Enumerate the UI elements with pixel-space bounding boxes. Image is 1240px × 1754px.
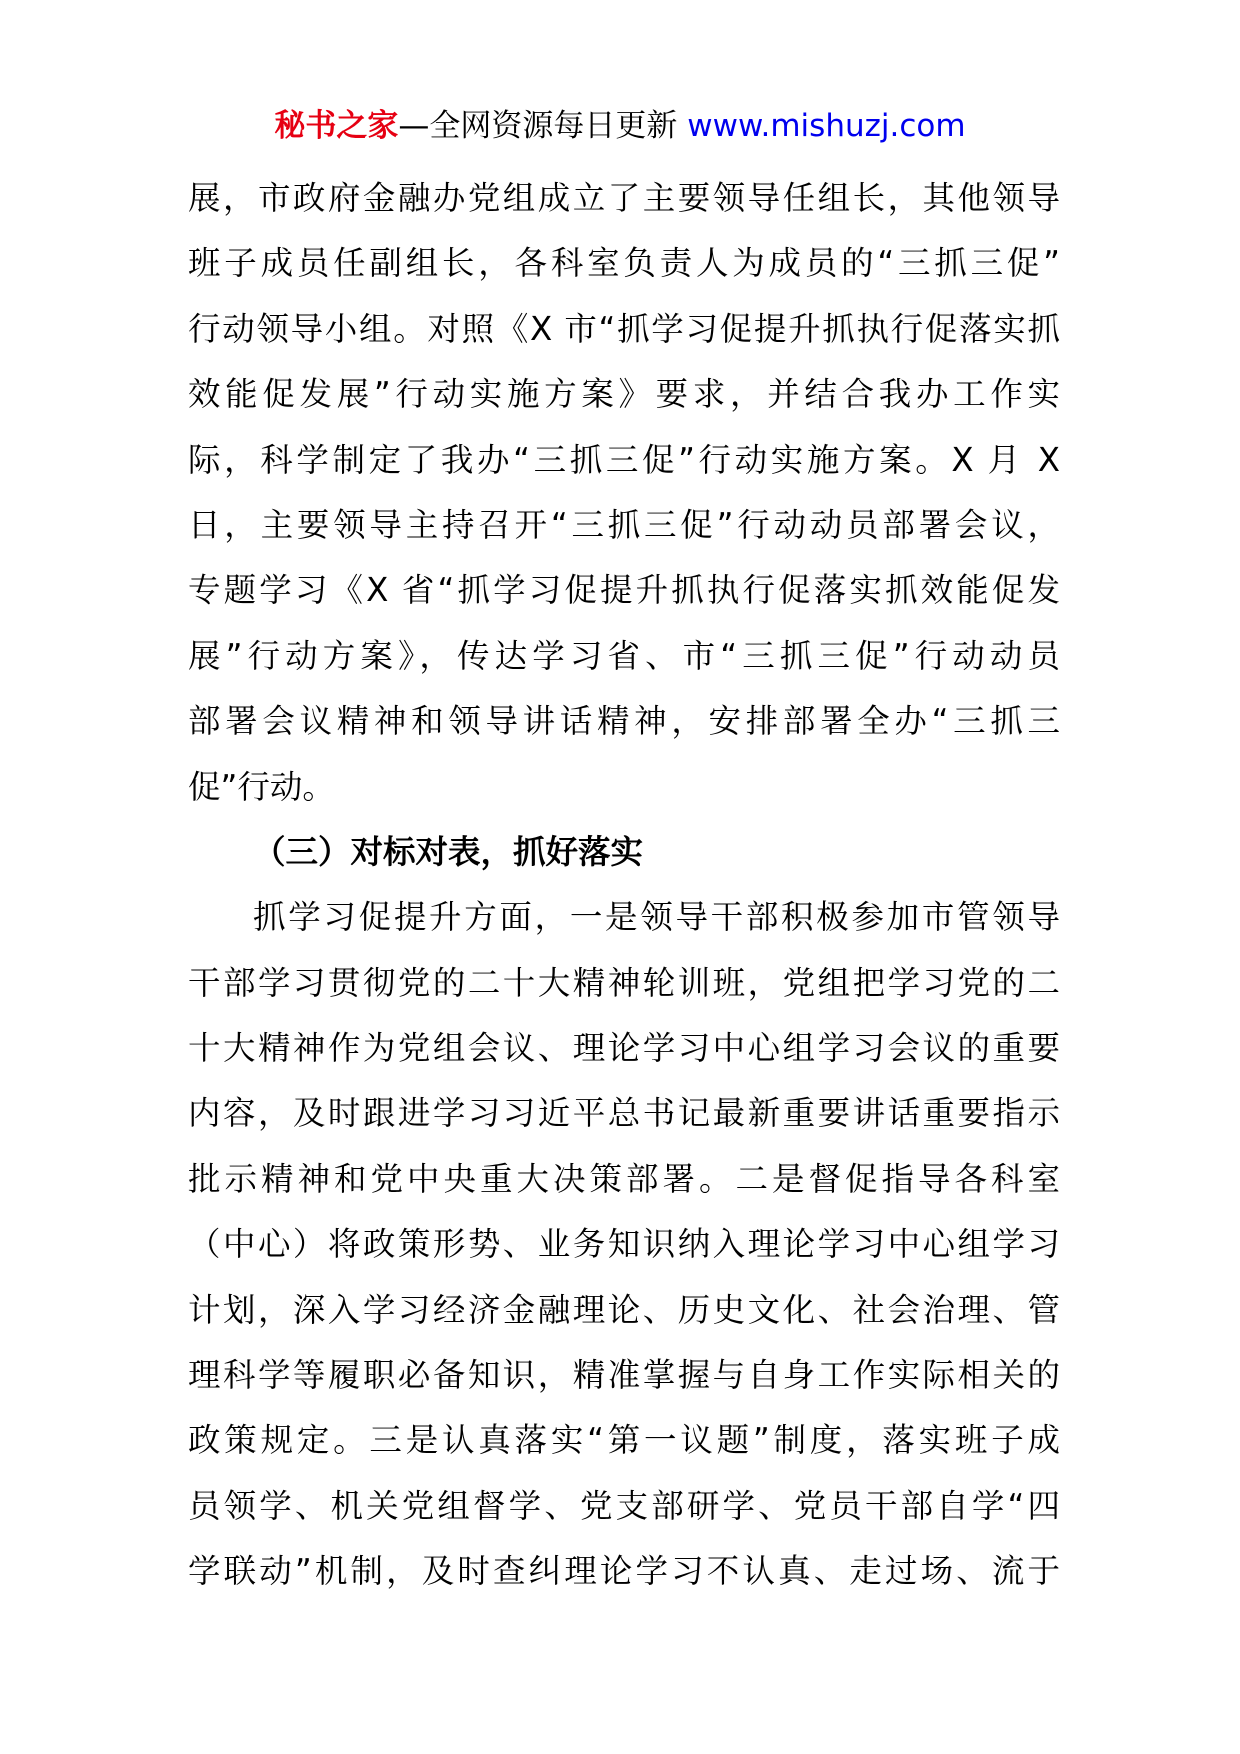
body-line: 批示精神和党中央重大决策部署。二是督促指导各科室 xyxy=(188,1159,1060,1198)
body-line: 展，市政府金融办党组成立了主要领导任组长，其他领导 xyxy=(188,179,1060,217)
site-url-link[interactable]: www.mishuzj.com xyxy=(687,108,966,144)
body-line: 理科学等履职必备知识，精准掌握与自身工作实际相关的 xyxy=(188,1356,1060,1395)
body-line: 计划，深入学习经济金融理论、历史文化、社会治理、管 xyxy=(188,1290,1060,1329)
body-line: 十大精神作为党组会议、理论学习中心组学习会议的重要 xyxy=(188,1029,1060,1068)
body-line: 学联动”机制，及时查纠理论学习不认真、走过场、流于 xyxy=(188,1552,1060,1591)
page-header xyxy=(0,104,1240,148)
body-line: （中心）将政策形势、业务知识纳入理论学习中心组学习 xyxy=(188,1225,1060,1264)
body-line: 抓学习促提升方面，一是领导干部积极参加市管领导 xyxy=(253,898,1060,937)
body-line: 效能促发展”行动实施方案》要求，并结合我办工作实 xyxy=(188,375,1060,414)
body-line: 展”行动方案》，传达学习省、市“三抓三促”行动动员 xyxy=(188,636,1060,675)
body-line: 班子成员任副组长，各科室负责人为成员的“三抓三促” xyxy=(188,244,1060,283)
body-line: 内容，及时跟进学习习近平总书记最新重要讲话重要指示 xyxy=(188,1094,1060,1133)
body-line: 员领学、机关党组督学、党支部研学、党员干部自学“四 xyxy=(188,1486,1060,1525)
body-line: 政策规定。三是认真落实“第一议题”制度，落实班子成 xyxy=(188,1421,1060,1460)
site-tagline: —全网资源每日更新 xyxy=(398,108,678,144)
body-line: 日，主要领导主持召开“三抓三促”行动动员部署会议， xyxy=(188,505,1060,544)
body-line: 际，科学制定了我办“三抓三促”行动实施方案。X 月 X xyxy=(188,440,1060,479)
body-line: 干部学习贯彻党的二十大精神轮训班，党组把学习党的二 xyxy=(188,963,1060,1002)
document-body xyxy=(188,166,1060,1605)
section-heading: （三）对标对表，抓好落实 xyxy=(253,832,644,871)
body-line: 行动领导小组。对照《X 市“抓学习促提升抓执行促落实抓 xyxy=(188,309,1060,348)
body-line: 专题学习《X 省“抓学习促提升抓执行促落实抓效能促发 xyxy=(188,571,1060,610)
site-brand: 秘书之家 xyxy=(274,108,399,144)
body-line: 促”行动。 xyxy=(188,767,335,806)
body-line: 部署会议精神和领导讲话精神，安排部署全办“三抓三 xyxy=(188,702,1060,741)
